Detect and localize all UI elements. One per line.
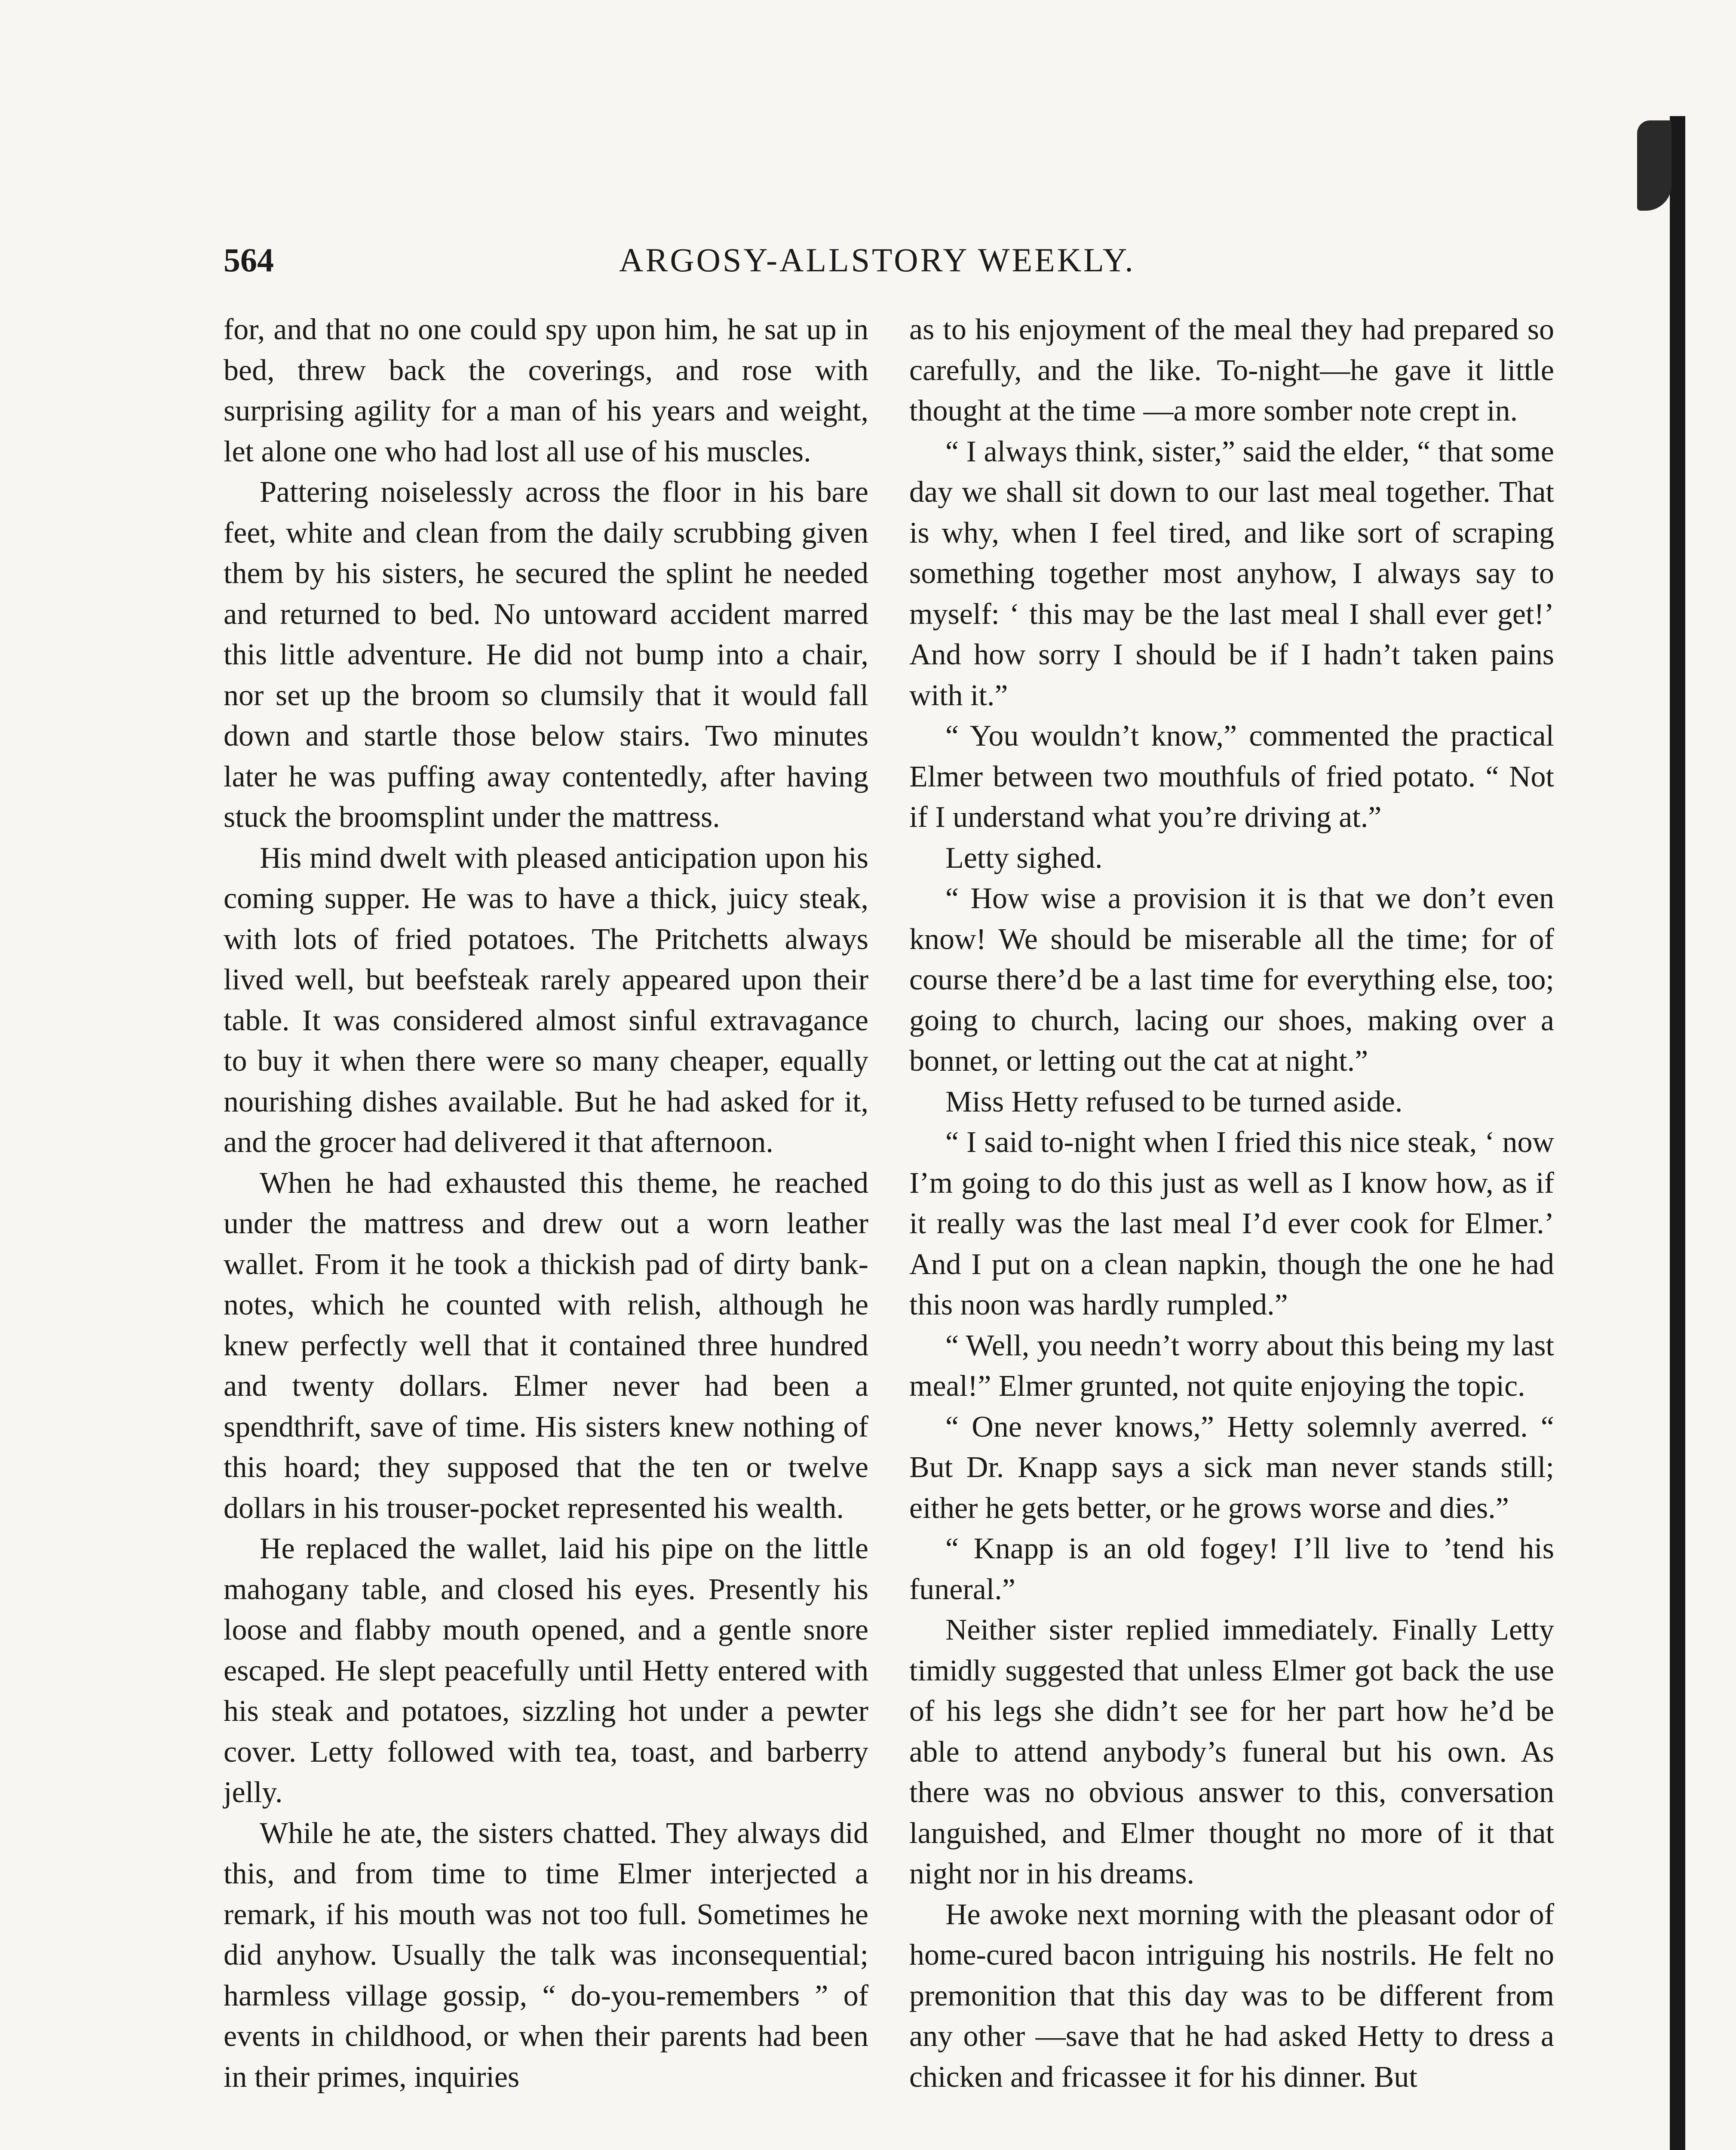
- scan-blot: [1637, 120, 1672, 211]
- paragraph: Miss Hetty refused to be turned aside.: [945, 1085, 1403, 1118]
- page-number: 564: [224, 241, 274, 279]
- right-column: [909, 310, 1554, 2098]
- scan-edge: [1670, 116, 1685, 2150]
- left-column: [224, 310, 868, 2098]
- paragraph: Letty sighed.: [945, 841, 1103, 875]
- paragraph: “ One never knows,” Hetty solemnly averred. “ But Dr. Knapp says a sick man never stands still; either he gets better, or he grows worse and dies.”: [909, 1410, 1554, 1525]
- paragraph: “ Knapp is an old fogey! I’ll live to ’tend his funeral.”: [909, 1532, 1554, 1606]
- paragraph: “ I said to-night when I fried this nice steak, ‘ now I’m going to do this just as well as I know how, as if it really was the last meal I’d ever cook for Elmer.’ And I put on a clean napkin, though the one he had this noon was hardly rumpled.”: [909, 1126, 1554, 1321]
- paragraph: for, and that no one could spy upon him, he sat up in bed, threw back the coverings, and rose with surprising agility for a man of his years and weight, let alone one who had lost all use of his muscles.: [224, 313, 868, 468]
- paragraph: “ I always think, sister,” said the elder, “ that some day we shall sit down to our last meal together. That is why, when I feel tired, and like sort of scraping something together most anyhow, I always say to myself: ‘ this may be the last meal I shall ever get!’ And how sorry I should be if I hadn’t taken pains with it.”: [909, 435, 1554, 712]
- paragraph: He awoke next morning with the pleasant odor of home-cured bacon intriguing his nostrils. He felt no premonition that this day was to be different from any other —save that he had asked Hetty to dress a chicken and fricassee it for his dinner. But: [909, 1898, 1554, 2094]
- paragraph: When he had exhausted this theme, he reached under the mattress and drew out a worn leather wallet. From it he took a thickish pad of dirty bank-notes, which he counted with relish, although he knew perfectly well that it contained three hundred and twenty dollars. Elmer never had been a spendthrift, save of time. His sisters knew nothing of this hoard; they supposed that the ten or twelve dollars in his trouser-pocket represented his wealth.: [224, 1166, 868, 1525]
- paragraph: His mind dwelt with pleased anticipation upon his coming supper. He was to have a thick, juicy steak, with lots of fried potatoes. The Pritchetts always lived well, but beefsteak rarely appeared upon their table. It was considered almost sinful extravagance to buy it when there were so many cheaper, equally nourishing dishes available. But he had asked for it, and the grocer had delivered it that afternoon.: [224, 841, 868, 1159]
- paragraph: “ You wouldn’t know,” commented the practical Elmer between two mouthfuls of fried potato. “ Not if I understand what you’re driving at.”: [909, 719, 1554, 834]
- paragraph: as to his enjoyment of the meal they had prepared so carefully, and the like. To-night—he gave it little thought at the time —a more somber note crept in.: [909, 313, 1554, 427]
- paragraph: While he ate, the sisters chatted. They always did this, and from time to time Elmer interjected a remark, if his mouth was not too full. Sometimes he did anyhow. Usually the talk was inconsequential; harmless village gossip, “ do-you-remembers ” of events in childhood, or when their parents had been in their primes, inquiries: [224, 1816, 868, 2094]
- paragraph: “ Well, you needn’t worry about this being my last meal!” Elmer grunted, not quite enjoying the topic.: [909, 1329, 1554, 1403]
- paragraph: “ How wise a provision it is that we don’t even know! We should be miserable all the time; for of course there’d be a last time for everything else, too; going to church, lacing our shoes, making over a bonnet, or letting out the cat at night.”: [909, 882, 1554, 1078]
- paragraph: Neither sister replied immediately. Finally Letty timidly suggested that unless Elmer got back the use of his legs she didn’t see for her part how he’d be able to attend anybody’s funeral but his own. As there was no obvious answer to this, conversation languished, and Elmer thought no more of it that night nor in his dreams.: [909, 1613, 1554, 1890]
- paragraph: He replaced the wallet, laid his pipe on the little mahogany table, and closed his eyes. Presently his loose and flabby mouth opened, and a gentle snore escaped. He slept peacefully until Hetty entered with his steak and potatoes, sizzling hot under a pewter cover. Letty followed with tea, toast, and barberry jelly.: [224, 1532, 868, 1809]
- paragraph: Pattering noiselessly across the floor in his bare feet, white and clean from the daily scrubbing given them by his sisters, he secured the splint he needed and returned to bed. No untoward accident marred this little adventure. He did not bump into a chair, nor set up the broom so clumsily that it would fall down and startle those below stairs. Two minutes later he was puffing away contentedly, after having stuck the broomsplint under the mattress.: [224, 476, 868, 834]
- running-head: ARGOSY-ALLSTORY WEEKLY.: [619, 241, 1135, 279]
